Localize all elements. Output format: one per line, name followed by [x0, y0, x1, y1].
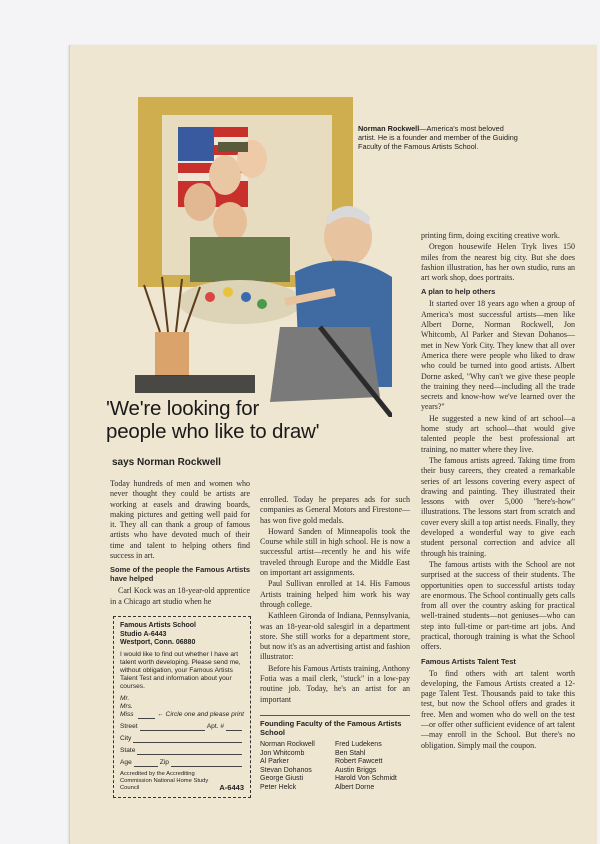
faculty-name: Robert Fawcett — [335, 758, 383, 766]
circle-note: ← Circle one and please print — [157, 710, 244, 718]
zip-field-line[interactable] — [171, 759, 242, 767]
street-label: Street — [120, 722, 138, 730]
col1-heading: Some of the people the Famous Artists have helped — [110, 565, 250, 584]
founding-faculty-box — [260, 715, 410, 793]
coupon-message: I would like to find out whether I have art talent worth developing. Please send me, without obligation, your Famous Artists Talent Test and information about your courses. — [120, 650, 241, 690]
faculty-name: Harold Von Schmidt — [335, 775, 397, 783]
rockwell-illustration — [130, 97, 392, 417]
col2-paragraph-1: enrolled. Today he prepares ads for such companies as General Motors and Firestone—has won five gold medals. — [260, 495, 410, 525]
coupon-footer — [120, 771, 244, 792]
col3-heading-plan: A plan to help others — [421, 287, 496, 297]
name-field-line[interactable] — [138, 711, 155, 719]
state-label: State — [120, 746, 136, 754]
order-coupon[interactable] — [113, 616, 251, 798]
faculty-name: Fred Ludekens — [335, 741, 382, 748]
col3-heading-talent-test: Famous Artists Talent Test — [421, 656, 516, 666]
faculty-name: Norman Rockwell — [260, 741, 315, 748]
col3-paragraph-5: The famous artists agreed. Taking time from their busy careers, they created a remarkable series of art lessons covering every aspect of drawing and painting. They illustrated their lessons with over 5,000 "here's-how" illustrations. The lessons start from scratch and cover every skill a top artist needs. Finally, they developed a wonderful way to give each student personal correction and advice all through his training. — [421, 455, 575, 558]
faculty-name: Al Parker — [260, 758, 289, 766]
col2-paragraph-3: Paul Sullivan enrolled at 14. His Famous Artists training helped him work his way through college. — [260, 579, 410, 609]
apt-field-line[interactable] — [226, 723, 242, 731]
title-options[interactable]: Mr. Mrs. Miss — [120, 694, 134, 718]
col2-paragraph-4: Kathleen Gironda of Indiana, Pennsylvania, was an 18-year-old salesgirl in a department store. She still works for a department store, but now it's as an advertising artist and fashion illustrator: — [260, 611, 410, 662]
faculty-heading: Founding Faculty of the Famous Artists School — [260, 719, 402, 737]
caption-name: Norman Rockwell — [358, 124, 420, 133]
city-label: City — [120, 734, 132, 742]
faculty-name: Austin Briggs — [335, 766, 377, 774]
headline-line-2: people who like to draw' — [106, 420, 320, 443]
zip-label: Zip — [159, 758, 169, 766]
col3-paragraph-7: To find others with art talent worth developing, the Famous Artists created a 12-page Talent Test. Thousands paid to take this test, but now the School offers and grades it free. Men and women who do well on the test—or offer other sufficient evidence of art talent—may enroll in the School. But there's no obligation. Simply mail the coupon. — [421, 668, 575, 750]
col1-paragraph-1: Today hundreds of men and women who never thought they could be artists are working at easels and drawing boards, making pictures and getting well paid for it. They all can thank a group of famous artists who have devoted much of their time and talent to helping others find success in art. — [110, 479, 250, 561]
col3-paragraph-1: printing firm, doing exciting creative work. — [421, 231, 560, 240]
col3-paragraph-6: The famous artists with the School are not surprised at the success of their students. The opportunities open to successful artists today are enormous. The School continually gets calls from all over the country asking for practical well-trained students—not geniuses—who can step into full-time or part-time art jobs. And practical, thorough training is what the School offers. — [421, 559, 575, 652]
faculty-list-left — [260, 741, 335, 793]
faculty-name: Jon Whitcomb — [260, 749, 305, 757]
coupon-code: A-6443 — [219, 782, 244, 792]
col2-paragraph-5: Before his Famous Artists training, Anthony Fotia was a mail clerk, "stuck" in a low-pay routine job. Today, he's an artist for an important — [260, 663, 410, 704]
street-field-line[interactable] — [140, 723, 205, 731]
coupon-street-row[interactable] — [120, 723, 244, 731]
photo-caption — [358, 124, 518, 151]
headline-line-1: 'We're looking for — [106, 397, 260, 420]
caption-text: —America's most beloved artist. He is a founder and member of the Guiding Faculty of the Famous Artists School. — [358, 124, 518, 151]
col3-paragraph-2: Oregon housewife Helen Tryk lives 150 miles from the nearest big city. But she does fashion illustration, has her own studio, runs an art work shop, does portraits. — [421, 242, 575, 283]
headline — [106, 397, 426, 443]
coupon-studio: Studio A-6443 — [120, 630, 167, 638]
faculty-name: George Giusti — [260, 775, 304, 783]
faculty-name: Peter Helck — [260, 783, 297, 791]
col2-paragraph-2: Howard Sanden of Minneapolis took the Course while still in high school. He is now a successful artist—recently he and his wife traveled through Europe and the Middle East on important art assignments. — [260, 526, 410, 578]
coupon-name-row[interactable] — [120, 695, 244, 719]
subheadline: says Norman Rockwell — [112, 457, 221, 468]
coupon-school-name: Famous Artists School — [120, 622, 196, 629]
faculty-name: Albert Dorne — [335, 783, 375, 791]
column-1 — [110, 479, 250, 608]
magazine-page — [69, 45, 597, 844]
coupon-state-row[interactable] — [120, 747, 244, 755]
col1-paragraph-2: Carl Kock was an 18-year-old apprentice in a Chicago art studio when he — [110, 586, 250, 606]
age-label: Age — [120, 758, 132, 766]
faculty-name: Stevan Dohanos — [260, 766, 312, 774]
apt-label: Apt. # — [206, 722, 224, 730]
faculty-name: Ben Stahl — [335, 749, 366, 757]
column-2 — [260, 495, 410, 706]
col3-paragraph-3: It started over 18 years ago when a group of America's most successful artists—men like Albert Dorne, Norman Rockwell, Jon Whitcomb, Al Parker and Stevan Dohanos—met in New York City. They knew that all over America there were people who liked to draw who could be turned into good artists. Albert Dorne asked, "Why can't we give these people the training they need—including all the trade secrets and know-how we've learned over the years?" — [421, 299, 575, 412]
column-3 — [421, 231, 575, 752]
coupon-city-row[interactable] — [120, 735, 244, 743]
faculty-list-right — [335, 741, 410, 793]
age-field-line[interactable] — [134, 759, 158, 767]
city-field-line[interactable] — [133, 735, 242, 743]
accreditation-note: Accredited by the Accrediting Commission National Home Study Council — [120, 770, 209, 791]
coupon-age-zip-row[interactable] — [120, 759, 244, 767]
state-field-line[interactable] — [137, 747, 242, 755]
coupon-address: Westport, Conn. 06880 — [120, 639, 196, 646]
col3-paragraph-4: He suggested a new kind of art school—a home study art school—that would give talented people the best professional art training, no matter where they live. — [421, 413, 575, 454]
